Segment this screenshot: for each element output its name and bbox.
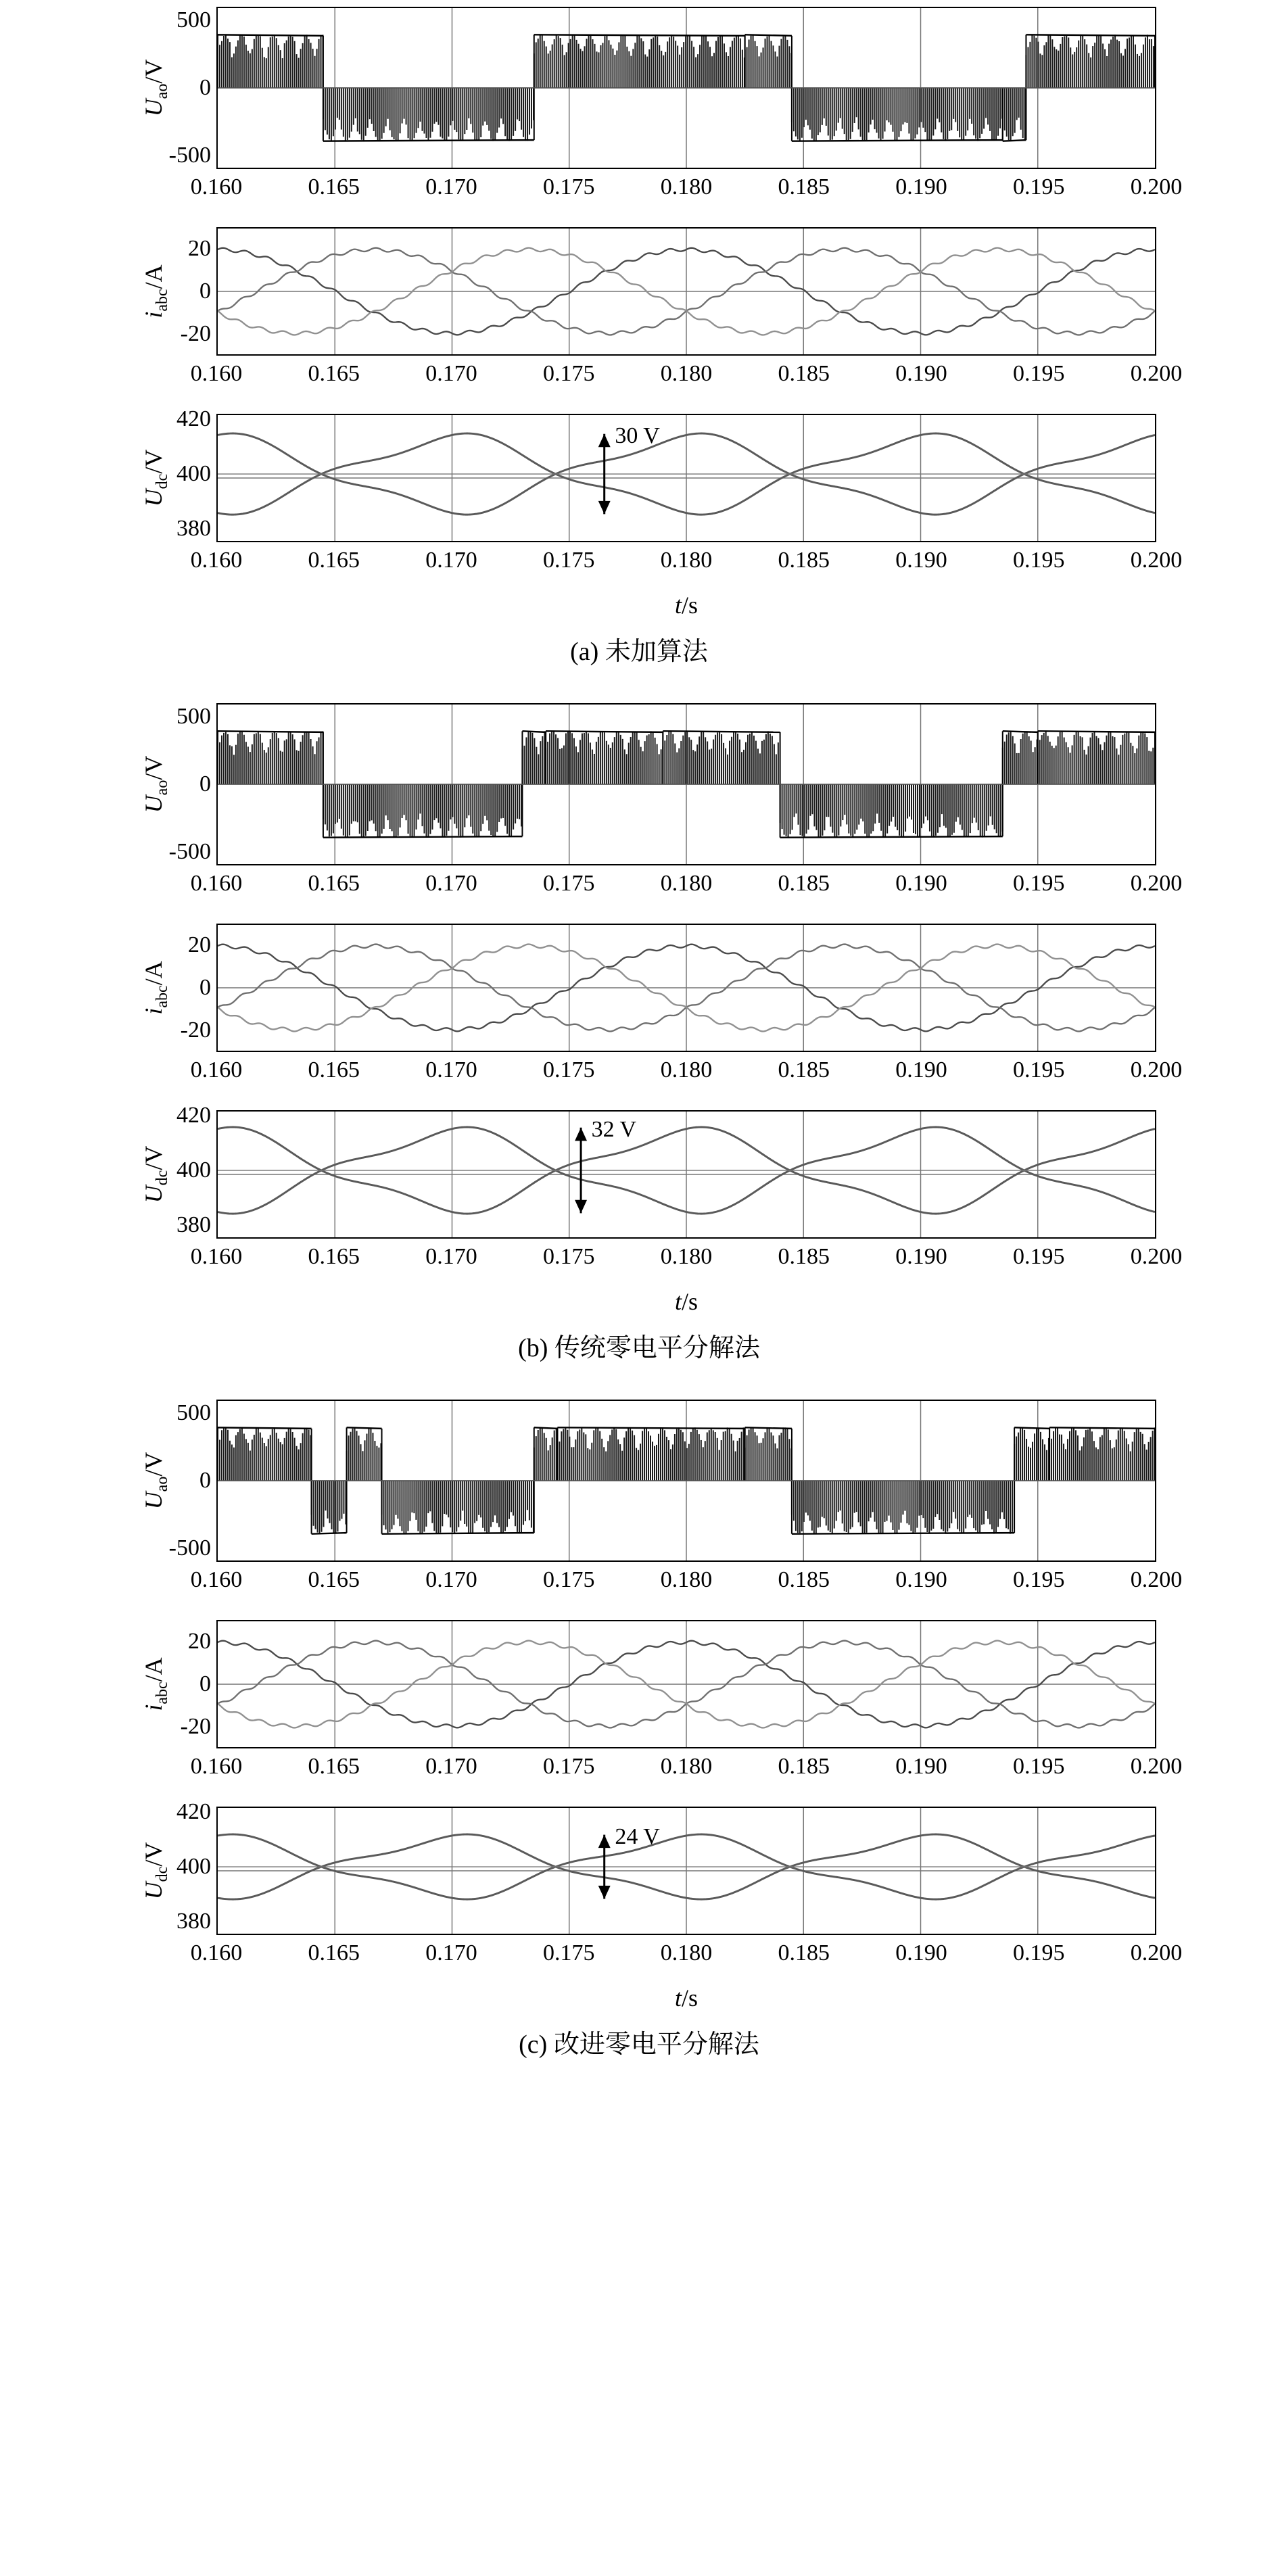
y-tick-label: 420 xyxy=(176,1103,211,1128)
x-tick-label: 0.175 xyxy=(543,1754,595,1779)
y-tick-label: 400 xyxy=(176,1853,211,1879)
x-tick-label: 0.160 xyxy=(190,1940,243,1965)
x-tick-label: 0.185 xyxy=(778,1754,830,1779)
y-tick-label: 420 xyxy=(176,406,211,432)
y-tick-label: 400 xyxy=(176,460,211,486)
x-tick-label: 0.160 xyxy=(190,1567,243,1592)
x-tick-label: 0.160 xyxy=(190,361,243,386)
x-tick-label: 0.190 xyxy=(895,871,947,896)
x-tick-label: 0.170 xyxy=(425,548,477,573)
x-tick-label: 0.195 xyxy=(1013,361,1065,386)
x-tick-label: 0.160 xyxy=(190,1057,243,1082)
y-tick-labels xyxy=(169,703,211,865)
x-tick-label: 0.190 xyxy=(895,1244,947,1269)
x-tick-label: 0.170 xyxy=(425,1754,477,1779)
y-axis-label: $U_{dc}/V$ xyxy=(139,449,172,507)
y-tick-labels xyxy=(169,7,211,169)
x-tick-label: 0.165 xyxy=(308,1244,360,1269)
y-tick-label: -500 xyxy=(168,143,211,168)
x-tick-label: 0.175 xyxy=(543,1057,595,1082)
x-tick-labels xyxy=(190,1567,1183,1597)
y-axis-label: $i_{abc}/A$ xyxy=(139,961,172,1015)
y-tick-label: -20 xyxy=(180,1714,211,1740)
x-tick-label: 0.175 xyxy=(543,174,595,199)
x-tick-label: 0.195 xyxy=(1013,871,1065,896)
y-tick-labels xyxy=(169,1103,211,1239)
x-tick-label: 0.195 xyxy=(1013,174,1065,199)
plot-area xyxy=(216,1620,1156,1748)
x-tick-label: 0.190 xyxy=(895,174,947,199)
x-tick-label: 0.190 xyxy=(895,548,947,573)
x-tick-label: 0.165 xyxy=(308,871,360,896)
y-tick-labels xyxy=(169,1799,211,1935)
x-axis-label: t/s xyxy=(674,592,699,619)
x-tick-label: 0.165 xyxy=(308,548,360,573)
y-tick-label: -20 xyxy=(180,321,211,347)
y-axis-label: $U_{dc}/V$ xyxy=(139,1145,172,1203)
y-tick-label: 420 xyxy=(176,1799,211,1825)
x-tick-label: 0.180 xyxy=(660,1244,713,1269)
plot-area xyxy=(216,227,1156,356)
y-tick-label: 380 xyxy=(176,515,211,541)
x-tick-label: 0.195 xyxy=(1013,1754,1065,1779)
x-tick-label: 0.165 xyxy=(308,1057,360,1082)
y-tick-label: 0 xyxy=(199,771,211,796)
x-tick-label: 0.190 xyxy=(895,1057,947,1082)
x-tick-label: 0.170 xyxy=(425,1057,477,1082)
y-axis-label: $U_{ao}/V$ xyxy=(139,1452,172,1510)
x-tick-labels xyxy=(190,1244,1183,1274)
x-tick-label: 0.160 xyxy=(190,548,243,573)
y-tick-label: -500 xyxy=(168,839,211,864)
x-tick-labels xyxy=(190,548,1183,577)
plot-area xyxy=(216,1400,1156,1562)
y-tick-label: 0 xyxy=(199,1671,211,1696)
y-tick-label: 500 xyxy=(176,7,211,32)
plot-area xyxy=(216,1807,1156,1935)
x-tick-label: 0.185 xyxy=(778,1940,830,1965)
x-tick-label: 0.180 xyxy=(660,1567,713,1592)
x-tick-label: 0.185 xyxy=(778,361,830,386)
x-tick-label: 0.190 xyxy=(895,361,947,386)
x-tick-labels xyxy=(190,1940,1183,1970)
x-tick-label: 0.190 xyxy=(895,1754,947,1779)
y-tick-label: -500 xyxy=(168,1535,211,1560)
ripple-annotation: 32 V xyxy=(591,1117,637,1143)
x-tick-label: 0.180 xyxy=(660,1940,713,1965)
x-tick-label: 0.200 xyxy=(1130,1057,1183,1082)
y-tick-label: 500 xyxy=(176,1400,211,1425)
y-tick-label: 380 xyxy=(176,1908,211,1934)
x-tick-label: 0.165 xyxy=(308,1940,360,1965)
x-tick-label: 0.200 xyxy=(1130,548,1183,573)
x-tick-label: 0.175 xyxy=(543,361,595,386)
y-tick-label: 0 xyxy=(199,1468,211,1493)
y-tick-labels xyxy=(169,227,211,356)
x-tick-label: 0.165 xyxy=(308,1754,360,1779)
y-tick-labels xyxy=(169,924,211,1052)
x-tick-label: 0.185 xyxy=(778,1567,830,1592)
x-tick-label: 0.170 xyxy=(425,174,477,199)
x-tick-label: 0.195 xyxy=(1013,1244,1065,1269)
x-tick-label: 0.180 xyxy=(660,174,713,199)
x-axis-label: t/s xyxy=(674,1288,699,1315)
y-axis-label: $U_{ao}/V$ xyxy=(139,59,172,117)
x-tick-label: 0.200 xyxy=(1130,871,1183,896)
y-tick-labels xyxy=(169,1400,211,1562)
y-tick-label: 0 xyxy=(199,975,211,1000)
x-tick-label: 0.170 xyxy=(425,1244,477,1269)
x-tick-label: 0.170 xyxy=(425,1567,477,1592)
x-tick-label: 0.175 xyxy=(543,1940,595,1965)
y-tick-label: 400 xyxy=(176,1157,211,1183)
plot-area xyxy=(216,414,1156,542)
plot-area xyxy=(216,7,1156,169)
x-tick-label: 0.170 xyxy=(425,361,477,386)
x-tick-label: 0.175 xyxy=(543,871,595,896)
x-tick-label: 0.200 xyxy=(1130,174,1183,199)
x-tick-label: 0.165 xyxy=(308,1567,360,1592)
x-tick-label: 0.200 xyxy=(1130,1754,1183,1779)
x-tick-label: 0.200 xyxy=(1130,1244,1183,1269)
plot-area xyxy=(216,1110,1156,1239)
x-tick-label: 0.185 xyxy=(778,548,830,573)
x-tick-label: 0.175 xyxy=(543,1567,595,1592)
x-tick-label: 0.165 xyxy=(308,361,360,386)
x-tick-label: 0.195 xyxy=(1013,1567,1065,1592)
x-tick-label: 0.180 xyxy=(660,1754,713,1779)
y-tick-label: 20 xyxy=(188,932,211,957)
y-axis-label: $i_{abc}/A$ xyxy=(139,264,172,318)
x-tick-label: 0.195 xyxy=(1013,1940,1065,1965)
x-tick-label: 0.160 xyxy=(190,1244,243,1269)
x-tick-label: 0.180 xyxy=(660,1057,713,1082)
x-tick-label: 0.200 xyxy=(1130,361,1183,386)
y-axis-label: $U_{dc}/V$ xyxy=(139,1842,172,1900)
x-tick-label: 0.175 xyxy=(543,1244,595,1269)
figure-panel-b xyxy=(0,703,1278,1501)
ripple-annotation: 30 V xyxy=(615,423,660,449)
x-axis-label: t/s xyxy=(674,1984,699,2011)
y-tick-label: 0 xyxy=(199,75,211,100)
ripple-annotation: 24 V xyxy=(615,1824,660,1850)
figure-panel-a xyxy=(0,7,1278,805)
x-tick-label: 0.160 xyxy=(190,1754,243,1779)
x-tick-label: 0.195 xyxy=(1013,1057,1065,1082)
y-tick-label: 20 xyxy=(188,235,211,261)
x-tick-label: 0.180 xyxy=(660,361,713,386)
x-tick-label: 0.160 xyxy=(190,174,243,199)
y-tick-labels xyxy=(169,406,211,542)
x-tick-label: 0.175 xyxy=(543,548,595,573)
x-tick-label: 0.185 xyxy=(778,871,830,896)
y-tick-label: 380 xyxy=(176,1212,211,1237)
plot-area xyxy=(216,703,1156,865)
x-tick-label: 0.200 xyxy=(1130,1567,1183,1592)
x-tick-label: 0.195 xyxy=(1013,548,1065,573)
x-tick-label: 0.190 xyxy=(895,1940,947,1965)
x-tick-label: 0.185 xyxy=(778,174,830,199)
x-tick-labels xyxy=(190,1754,1183,1784)
x-tick-label: 0.180 xyxy=(660,548,713,573)
y-tick-label: -20 xyxy=(180,1018,211,1043)
figure-panel-c xyxy=(0,1400,1278,2197)
x-tick-labels xyxy=(190,871,1183,901)
plot-area xyxy=(216,924,1156,1052)
y-tick-label: 20 xyxy=(188,1628,211,1654)
y-tick-label: 0 xyxy=(199,279,211,304)
x-tick-label: 0.190 xyxy=(895,1567,947,1592)
x-tick-label: 0.200 xyxy=(1130,1940,1183,1965)
x-tick-label: 0.185 xyxy=(778,1244,830,1269)
x-tick-labels xyxy=(190,361,1183,391)
y-tick-labels xyxy=(169,1620,211,1748)
x-tick-labels xyxy=(190,1057,1183,1087)
x-tick-label: 0.165 xyxy=(308,174,360,199)
x-tick-label: 0.185 xyxy=(778,1057,830,1082)
y-axis-label: $U_{ao}/V$ xyxy=(139,755,172,813)
x-tick-label: 0.170 xyxy=(425,871,477,896)
y-tick-label: 500 xyxy=(176,704,211,729)
x-tick-labels xyxy=(190,174,1183,204)
x-tick-label: 0.180 xyxy=(660,871,713,896)
y-axis-label: $i_{abc}/A$ xyxy=(139,1657,172,1711)
panel-caption-b: (b) 传统零电平分解法 xyxy=(518,1334,760,1362)
panel-caption-a: (a) 未加算法 xyxy=(570,638,708,666)
panel-caption-c: (c) 改进零电平分解法 xyxy=(519,2030,759,2059)
x-tick-label: 0.170 xyxy=(425,1940,477,1965)
x-tick-label: 0.160 xyxy=(190,871,243,896)
